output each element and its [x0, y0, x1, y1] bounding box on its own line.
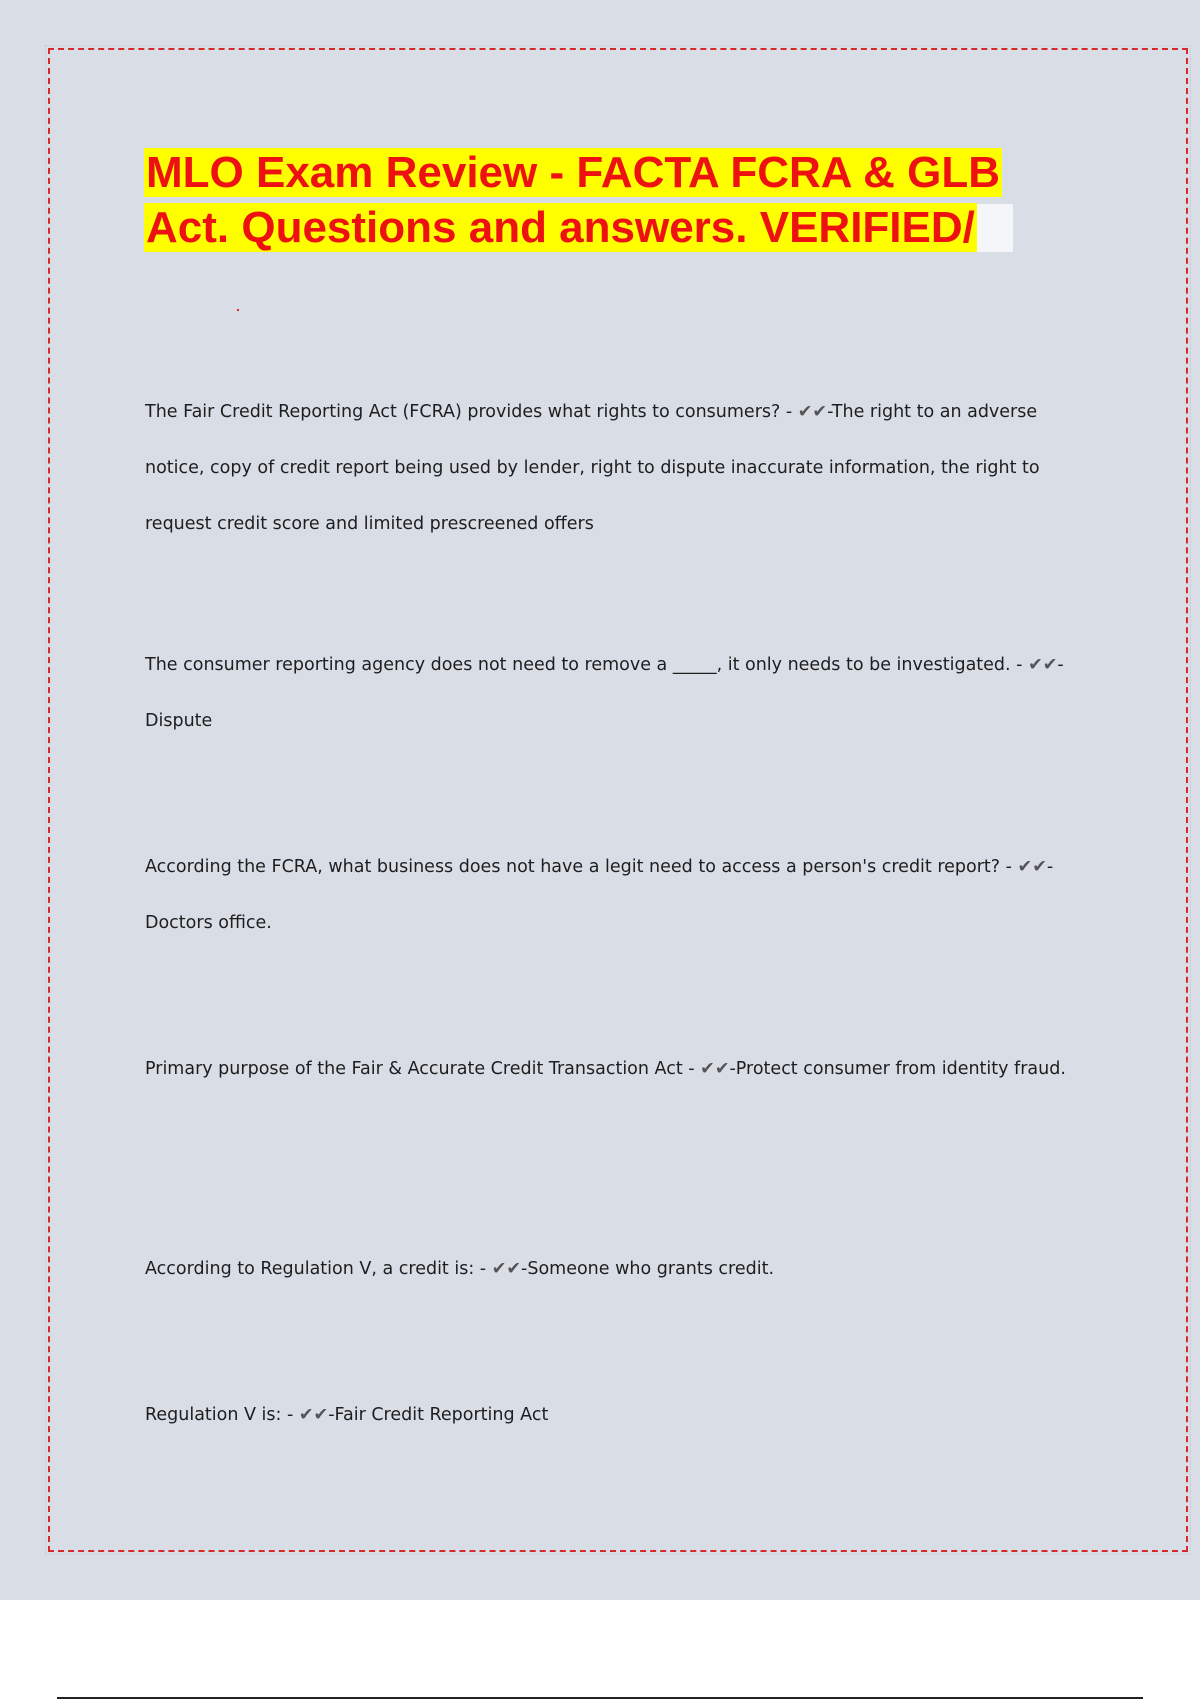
question-text: The Fair Credit Reporting Act (FCRA) provides what rights to consumers? -	[145, 402, 793, 422]
qa-item-2	[145, 637, 1085, 749]
qa-item-3	[145, 839, 1085, 951]
title-highlight: MLO Exam Review - FACTA FCRA & GLB Act. Questions and answers. VERIFIED/	[146, 148, 1001, 252]
question-text: According the FCRA, what business does not have a legit need to access a person's credit report? -	[145, 857, 1012, 877]
stray-dot	[237, 309, 239, 311]
question-text: Regulation V is: -	[145, 1405, 294, 1425]
title-trailing-box	[977, 204, 1013, 252]
answer-text: -Fair Credit Reporting Act	[328, 1405, 549, 1425]
qa-item-1	[145, 384, 1085, 552]
question-text: According to Regulation V, a credit is: -	[145, 1259, 487, 1279]
double-check-icon: ✔✔	[1028, 655, 1058, 675]
double-check-icon: ✔✔	[700, 1059, 730, 1079]
page-border-frame	[48, 48, 1188, 1552]
qa-item-4	[145, 1041, 1085, 1097]
answer-text: -The right to an adverse notice, copy of credit report being used by lender, right to dispute inaccurate information, the right to request credit score and limited prescreened offers	[145, 402, 1040, 534]
answer-text: -Doctors office.	[145, 857, 1054, 933]
answer-text: -Someone who grants credit.	[521, 1259, 775, 1279]
document-title	[144, 145, 1092, 255]
double-check-icon: ✔✔	[797, 402, 828, 422]
question-text: The consumer reporting agency does not need to remove a _____, it only needs to be investigated. -	[145, 655, 1023, 675]
double-check-icon: ✔✔	[1017, 857, 1047, 877]
double-check-icon: ✔✔	[491, 1259, 522, 1279]
footer-divider	[57, 1697, 1143, 1699]
double-check-icon: ✔✔	[298, 1405, 329, 1425]
answer-text: -Dispute	[145, 655, 1064, 731]
qa-item-5	[145, 1241, 1085, 1297]
qa-item-6	[145, 1387, 1085, 1443]
question-text: Primary purpose of the Fair & Accurate Credit Transaction Act -	[145, 1059, 695, 1079]
answer-text: -Protect consumer from identity fraud.	[729, 1059, 1066, 1079]
